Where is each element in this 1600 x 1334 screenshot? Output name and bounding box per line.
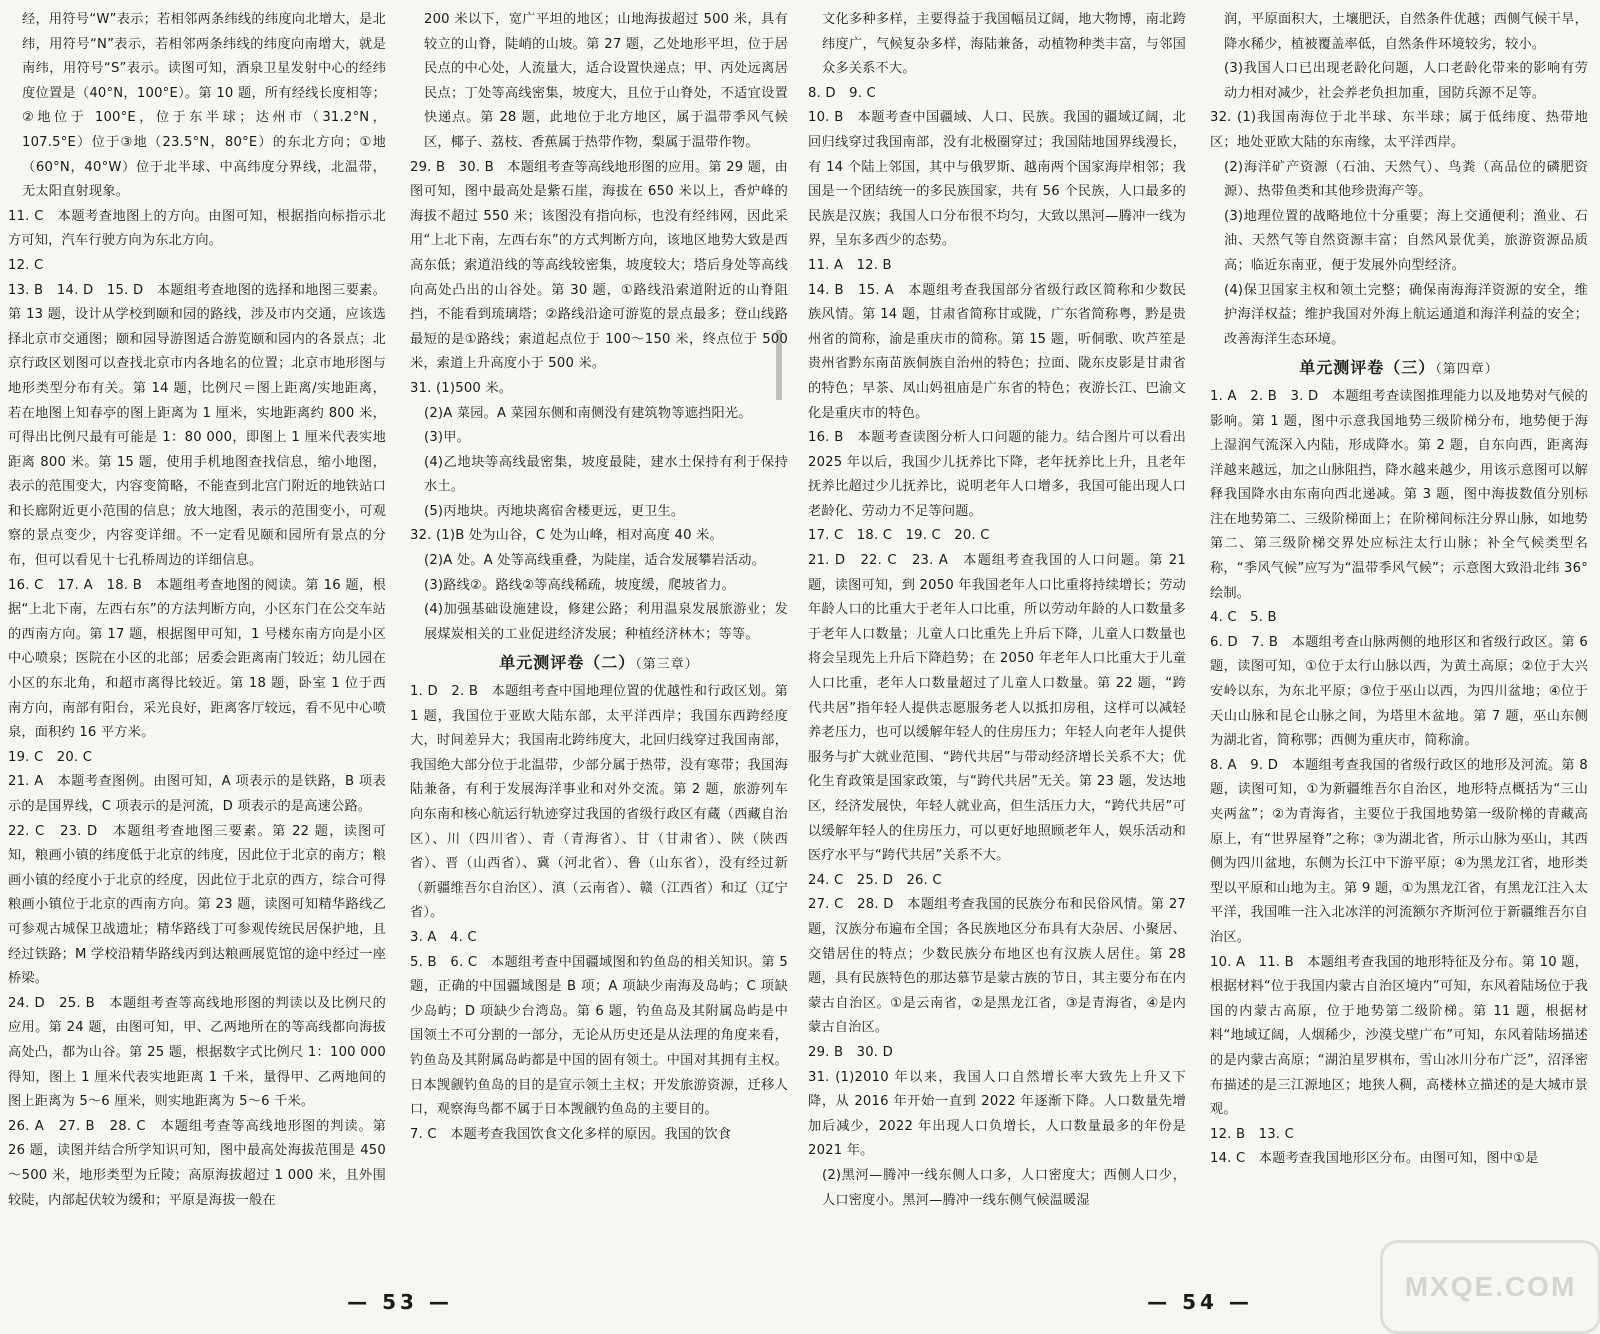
answer-paragraph: (2)A 处。A 处等高线重叠，为陡崖，适合发展攀岩活动。 xyxy=(424,553,766,569)
column-4 xyxy=(1210,8,1588,1268)
answer-paragraph: 6. D 7. B 本题组考查山脉两侧的地形区和省级行政区。第 6 题，读图可知，①位于太行山脉以西，为黄土高原；②位于大兴安岭以东，为东北平原；③位于巫山以西，为四川盆地；④位于天山山脉和昆仑山脉之间，为塔里木盆地。第 7 题，巫山东侧为湖北省，简称鄂；西侧为重庆市，简称渝。 xyxy=(1210,634,1588,749)
answer-paragraph: 22. C 23. D 本题组考查地图三要素。第 22 题，读图可知，粮画小镇的纬度低于北京的纬度，因此位于北京的南方；粮画小镇的经度小于北京的经度，因此位于北京的西方，综合可得粮画小镇位于北京的西南方向。第 23 题，读图可知精华路线乙可参观古城保卫战遗址；精华路线丁可参观传统民居保护地，且经过铁路；M 学校沿精华路线丙到达粮画展览馆的途中经过一座桥梁。 xyxy=(8,823,386,987)
answer-paragraph: (3)甲。 xyxy=(424,430,471,446)
page-number: — 54 — xyxy=(1147,1290,1253,1314)
answer-paragraph: 12. C xyxy=(8,257,44,273)
answer-paragraph: 32. (1)我国南海位于北半球、东半球；属于低纬度、热带地区；地处亚欧大陆的东南缘，太平洋西岸。 xyxy=(1210,110,1588,150)
answer-paragraph: 文化多种多样，主要得益于我国幅员辽阔，地大物博，南北跨纬度广，气候复杂多样，海陆兼备，动植物种类丰富，与邻国众多关系不大。 xyxy=(822,12,1186,77)
answer-paragraph: 3. A 4. C xyxy=(410,929,477,945)
section-subtitle: （第三章） xyxy=(635,657,699,673)
answer-paragraph: 17. C 18. C 19. C 20. C xyxy=(808,528,990,544)
answer-paragraph: 8. D 9. C xyxy=(808,85,876,101)
scan-artifact xyxy=(776,330,782,400)
answer-paragraph: 21. D 22. C 23. A 本题组考查我国的人口问题。第 21 题，读图可知，到 2050 年我国老年人口比重将持续增长；劳动年龄人口的比重大于老年人口比重，所以劳动年龄的人口数量多于老年人口数量；儿童人口比重先上升后下降，儿童人口数量也将会呈现先上升后下降趋势；在 2050 年老年人口比重大于儿童人口比重，老年人口数量超过了儿童人口数量。第 22 题，“跨代共居”指年轻人提供志愿服务老人以抵扣房租，这样可以减轻养老压力，也可以缓解年轻人的住房压力；年轻人向老年人提供服务与扩大就业范围、“跨代共居”与带动经济增长关系不大；优化生育政策是国家政策，与“跨代共居”无关。第 23 题，发达地区，经济发展快，年轻人就业高，但生活压力大，“跨代共居”可以缓解年轻人的住房压力，可以更好地照顾老年人，娱乐活动和医疗水平与“跨代共居”关系不大。 xyxy=(808,553,1186,864)
answer-paragraph: (2)A 菜园。A 菜园东侧和南侧没有建筑物等遮挡阳光。 xyxy=(424,405,752,421)
answer-paragraph: (5)丙地块。丙地块离宿舍楼更远，更卫生。 xyxy=(424,503,685,519)
answer-paragraph: 经，用符号“W”表示；若相邻两条纬线的纬度向北增大，是北纬，用符号“N”表示，若相邻两条纬线的纬度向南增大，就是南纬，用符号“S”表示。读图可知，酒泉卫星发射中心的经纬度位置是（40°N，100°E）。第 10 题，所有经线长度相等；②地位于 100°E，位于东半球；达州市（31.2°N，107.5°E）位于③地（23.5°N，80°E）的东北方向；①地（60°N，40°W）位于北半球、中高纬度分界线，北温带，无太阳直射现象。 xyxy=(22,12,386,200)
answer-paragraph: 5. B 6. C 本题组考查中国疆域图和钓鱼岛的相关知识。第 5 题，正确的中国疆域图是 B 项；A 项缺少南海及岛屿；C 项缺少岛屿；D 项缺少台湾岛。第 6 题，钓鱼岛及其附属岛屿是中国领土不可分割的一部分，无论从历史还是从法理的角度来看，钓鱼岛及其附属岛屿都是中国的固有领土。中国对其拥有主权。日本觊觎钓鱼岛的目的是宣示领土主权；开发旅游资源，迁移人口，观察海鸟都不属于日本觊觎钓鱼岛的主要目的。 xyxy=(410,954,788,1118)
page-54 xyxy=(800,0,1600,1330)
answer-paragraph: (3)我国人口已出现老龄化问题，人口老龄化带来的影响有劳动力相对减少，社会养老负担加重，国防兵源不足等。 xyxy=(1224,61,1588,101)
page-number: — 53 — xyxy=(347,1290,453,1314)
answer-paragraph: 14. C 本题考查我国地形区分布。由图可知，图中①是 xyxy=(1210,1151,1539,1167)
answer-paragraph: 10. A 11. B 本题组考查我国的地形特征及分布。第 10 题，根据材料“位于我国内蒙古自治区境内”可知，东风着陆场位于我国的内蒙古高原，位于地势第二级阶梯。第 11 题，根据材料“地域辽阔，人烟稀少，沙漠戈壁广布”可知，东风着陆场描述的是内蒙古高原；“湖泊星罗棋布，雪山冰川分布广泛”，沼泽密布描述的是三江源地区；地狭人稠，高楼林立描述的是大城市景观。 xyxy=(1210,954,1588,1118)
answer-paragraph: (3)地理位置的战略地位十分重要；海上交通便利；渔业、石油、天然气等自然资源丰富；自然风景优美，旅游资源品质高；临近东南亚，便于发展外向型经济。 xyxy=(1224,208,1588,273)
answer-paragraph: 1. A 2. B 3. D 本题组考查读图推理能力以及地势对气候的影响。第 1 题，图中示意我国地势三级阶梯分布，地势便于海上湿润气流深入内陆，形成降水。第 2 题，自东向西，距离海洋越来越远，加之山脉阻挡，降水越来越少，用该示意图可以解释我国降水由东南向西北递减。第 3 题，图中海拔数值分别标注在地势第二、三级阶梯面上；在阶梯间标注分界山脉，如地势第二、第三级阶梯交界处应标注太行山脉；补全气候类型名称，“季风气候”应写为“温带季风气候”；示意图大致沿北纬 36°绘制。 xyxy=(1210,388,1588,601)
answer-paragraph: 4. C 5. B xyxy=(1210,610,1277,626)
answer-paragraph: 11. A 12. B xyxy=(808,257,892,273)
section-subtitle: （第四章） xyxy=(1435,362,1499,378)
watermark-logo: MXQE.COM xyxy=(1380,1240,1600,1334)
column-2 xyxy=(410,8,788,1268)
answer-paragraph: 7. C 本题考查我国饮食文化多样的原因。我国的饮食 xyxy=(410,1126,732,1142)
answer-paragraph: 润，平原面积大，土壤肥沃，自然条件优越；西侧气候干旱，降水稀少，植被覆盖率低，自然条件环境较劣，较小。 xyxy=(1224,12,1588,52)
answer-paragraph: 13. B 14. D 15. D 本题组考查地图的选择和地图三要素。第 13 题，设计从学校到颐和园的路线，涉及市内交通，应该选择北京市交通图；颐和园导游图适合游览颐和园内的各景点；北京行政区划图可以查找北京市内各地名的位置；北京市地形图与地形类型分布有关。第 14 题，比例尺＝图上距离/实地距离，若在地图上知春亭的图上距离为 1 厘米，实地距离约 800 米，可得出比例尺最有可能是 1：80 000，即图上 1 厘米代表实地距离 800 米。第 15 题，使用手机地图查找信息，缩小地图，表示的范围变大，内容变简略，不能查到北宫门附近的地铁站口和长廊附近更小范围的信息；放大地图，表示的范围变小，可观察的景点变少，内容变详细。不一定看见颐和园所有景点的分布，但可以看见十七孔桥周边的详细信息。 xyxy=(8,282,386,569)
answer-paragraph: (4)保卫国家主权和领土完整；确保南海海洋资源的安全，维护海洋权益；维护我国对外海上航运通道和海洋利益的安全；改善海洋生态环境。 xyxy=(1224,282,1588,347)
answer-paragraph: 16. B 本题考查读图分析人口问题的能力。结合图片可以看出 2025 年以后，我国少儿抚养比下降，老年抚养比上升，且老年抚养比超过少儿抚养比，说明老年人口增多，我国可能出现人口老龄化、劳动力不足等问题。 xyxy=(808,430,1186,519)
answer-paragraph: (4)加强基础设施建设，修建公路；利用温泉发展旅游业；发展煤炭相关的工业促进经济发展；种植经济林木；等等。 xyxy=(424,602,788,642)
answer-paragraph: 12. B 13. C xyxy=(1210,1126,1294,1142)
answer-paragraph: 8. A 9. D 本题组考查我国的省级行政区的地形及河流。第 8 题，读图可知，①为新疆维吾尔自治区，地形特点概括为“三山夹两盆”；②为青海省，主要位于我国地势第一级阶梯的青藏高原上，有“世界屋脊”之称；③为湖北省，所示山脉为巫山，其西侧为四川盆地，东侧为长江中下游平原；④为黑龙江省，地形类型以平原和山地为主。第 9 题，①为黑龙江省，有黑龙江注入太平洋，我国唯一注入北冰洋的河流额尔齐斯河位于新疆维吾尔自治区。 xyxy=(1210,757,1588,945)
answer-paragraph: 11. C 本题考查地图上的方向。由图可知，根据指向标指示北方可知，汽车行驶方向为东北方向。 xyxy=(8,208,386,249)
answer-paragraph: 14. B 15. A 本题组考查我国部分省级行政区简称和少数民族风情。第 14 题，甘肃省简称甘或陇，广东省简称粤，黔是贵州省的简称，渝是重庆市的简称。第 15 题，听侗歌、吹芦笙是贵州省黔东南苗族侗族自治州的特色；拉面、陇东皮影是甘肃省的特色；早茶、凤山妈祖庙是广东省的特色；夜游长江、巴渝文化是重庆市的特色。 xyxy=(808,282,1186,421)
answer-paragraph: 10. B 本题考查中国疆域、人口、民族。我国的疆域辽阔，北回归线穿过我国南部，没有北极圈穿过；我国陆地国界线漫长，有 14 个陆上邻国，其中与俄罗斯、越南两个国家海岸相邻；我国是一个团结统一的多民族国家，共有 56 个民族，人口最多的民族是汉族；我国人口分布很不均匀，大致以黑河—腾冲一线为界，呈东多西少的态势。 xyxy=(808,110,1186,249)
answer-paragraph: 29. B 30. D xyxy=(808,1044,893,1060)
answer-paragraph: 32. (1)B 处为山谷，C 处为山峰，相对高度 40 米。 xyxy=(410,528,723,544)
answer-paragraph: 200 米以下，宽广平坦的地区；山地海拔超过 500 米，具有较立的山脊，陡峭的山坡。第 27 题，乙处地形平坦，位于居民点的中心处，人流量大，适合设置快递点；甲、丙处远离居民点；丁处等高线密集，坡度大，且位于山脊处，不适宜设置快递点。第 28 题，此地位于北方地区，属于温带季风气候区，椰子、荔枝、香蕉属于热带作物，梨属于温带作物。 xyxy=(424,12,788,150)
section-title: 单元测评卷（二） xyxy=(499,653,636,673)
answer-paragraph: 1. D 2. B 本题组考查中国地理位置的优越性和行政区划。第 1 题，我国位于亚欧大陆东部，太平洋西岸；我国东西跨经度大，时间差异大；我国南北跨纬度大，北回归线穿过我国南部，我国绝大部分位于北温带，少部分属于热带，没有寒带；我国海陆兼备，有利于发展海洋事业和对外交流。第 2 题，旅游列车向东南和核心航运行轨迹穿过我国的省级行政区有蔵（西藏自治区）、川（四川省）、青（青海省）、甘（甘肃省）、陕（陕西省）、晋（山西省）、冀（河北省）、鲁（山东省），没有经过新（新疆维吾尔自治区）、滇（云南省）、赣（江西省）和辽（辽宁省）。 xyxy=(410,684,788,921)
answer-paragraph: (3)路线②。路线②等高线稀疏，坡度缓，爬坡省力。 xyxy=(424,577,736,593)
answer-paragraph: 24. C 25. D 26. C xyxy=(808,872,942,888)
answer-paragraph: (4)乙地块等高线最密集，坡度最陡，建水土保持有利于保持水土。 xyxy=(424,454,788,495)
page-53 xyxy=(0,0,800,1330)
answer-paragraph: 27. C 28. D 本题组考查我国的民族分布和民俗风情。第 27 题，汉族分布遍布全国；各民族地区分布具有大杂居、小聚居、交错居住的特点；少数民族分布地区也有汉族人居住。第 28 题，具有民族特色的那达慕节是蒙古族的节日，其主要分布在内蒙古自治区。①是云南省，②是黑龙江省，③是青海省，④是内蒙古自治区。 xyxy=(808,897,1186,1036)
answer-paragraph: 21. A 本题考查图例。由图可知，A 项表示的是铁路，B 项表示的是国界线，C 项表示的是河流，D 项表示的是高速公路。 xyxy=(8,774,386,814)
answer-paragraph: 31. (1)500 米。 xyxy=(410,380,513,396)
answer-paragraph: (2)海洋矿产资源（石油、天然气）、鸟粪（高品位的磷肥资源）、热带鱼类和其他珍贵海产等。 xyxy=(1224,159,1588,200)
section-heading xyxy=(410,651,788,678)
column-3 xyxy=(808,8,1186,1268)
section-heading xyxy=(1210,356,1588,383)
answer-paragraph: (2)黑河—腾冲一线东侧人口多，人口密度大；西侧人口少，人口密度小。黑河—腾冲一线东侧气候温暖湿 xyxy=(822,1167,1186,1208)
answer-paragraph: 31. (1)2010 年以来，我国人口自然增长率大致先上升又下降，从 2016 年开始一直到 2022 年逐渐下降。人口数量先增加后减少，2022 年出现人口负增长，人口数量最多的年份是 2021 年。 xyxy=(808,1069,1186,1159)
column-1 xyxy=(8,8,386,1268)
answer-paragraph: 26. A 27. B 28. C 本题组考查等高线地形图的判读。第 26 题，读图并结合所学知识可知，图中最高处海拔范围是 450～500 米，地形类型为丘陵；高原海拔超过 1 000 米，且外围较陡，内部起伏较为缓和；平原是海拔一般在 xyxy=(8,1118,386,1208)
section-title: 单元测评卷（三） xyxy=(1299,358,1436,378)
answer-paragraph: 19. C 20. C xyxy=(8,749,93,765)
answer-paragraph: 24. D 25. B 本题组考查等高线地形图的判读以及比例尺的应用。第 24 题，由图可知，甲、乙两地所在的等高线都向海拔高处凸，都为山谷。第 25 题，根据数字式比例尺 1：100 000 得知，图上 1 厘米代表实地距离 1 千米，量得甲、乙两地间的图上距离为 5～6 厘米，则实地距离为 5～6 千米。 xyxy=(8,995,386,1110)
answer-paragraph: 16. C 17. A 18. B 本题组考查地图的阅读。第 16 题，根据“上北下南，左西右东”的方法判断方向，小区东门在公交车站的西南方向。第 17 题，根据图甲可知，1 号楼东南方向是小区中心喷泉；医院在小区的北部；居委会距离南门较近；幼儿园在小区的东北角，和超市离得比较近。第 18 题，卧室 1 位于西南方向，南部有阳台，采光良好，距离客厅较远，看不见中心喷泉，面积约 16 平方米。 xyxy=(8,577,386,741)
answer-paragraph: 29. B 30. B 本题组考查等高线地形图的应用。第 29 题，由图可知，图中最高处是紫石崖，海拔在 650 米以上，香炉峰的海拔不超过 550 米；该图没有指向标，也没有经纬网，因此采用“上北下南，左西右东”的方式判断方向，该地区地势大致是西高东低；索道沿线的等高线较密集，坡度较大；塔后身处等高线向高处凸出的山谷处。第 30 题，①路线沿索道附近的山脊阻挡，不能看到琉璃塔；②路线沿途可游览的景点最多；登山线路最短的是①路线；索道起点位于 100～150 米，终点位于 500 米，索道上升高度小于 500 米。 xyxy=(410,159,788,372)
